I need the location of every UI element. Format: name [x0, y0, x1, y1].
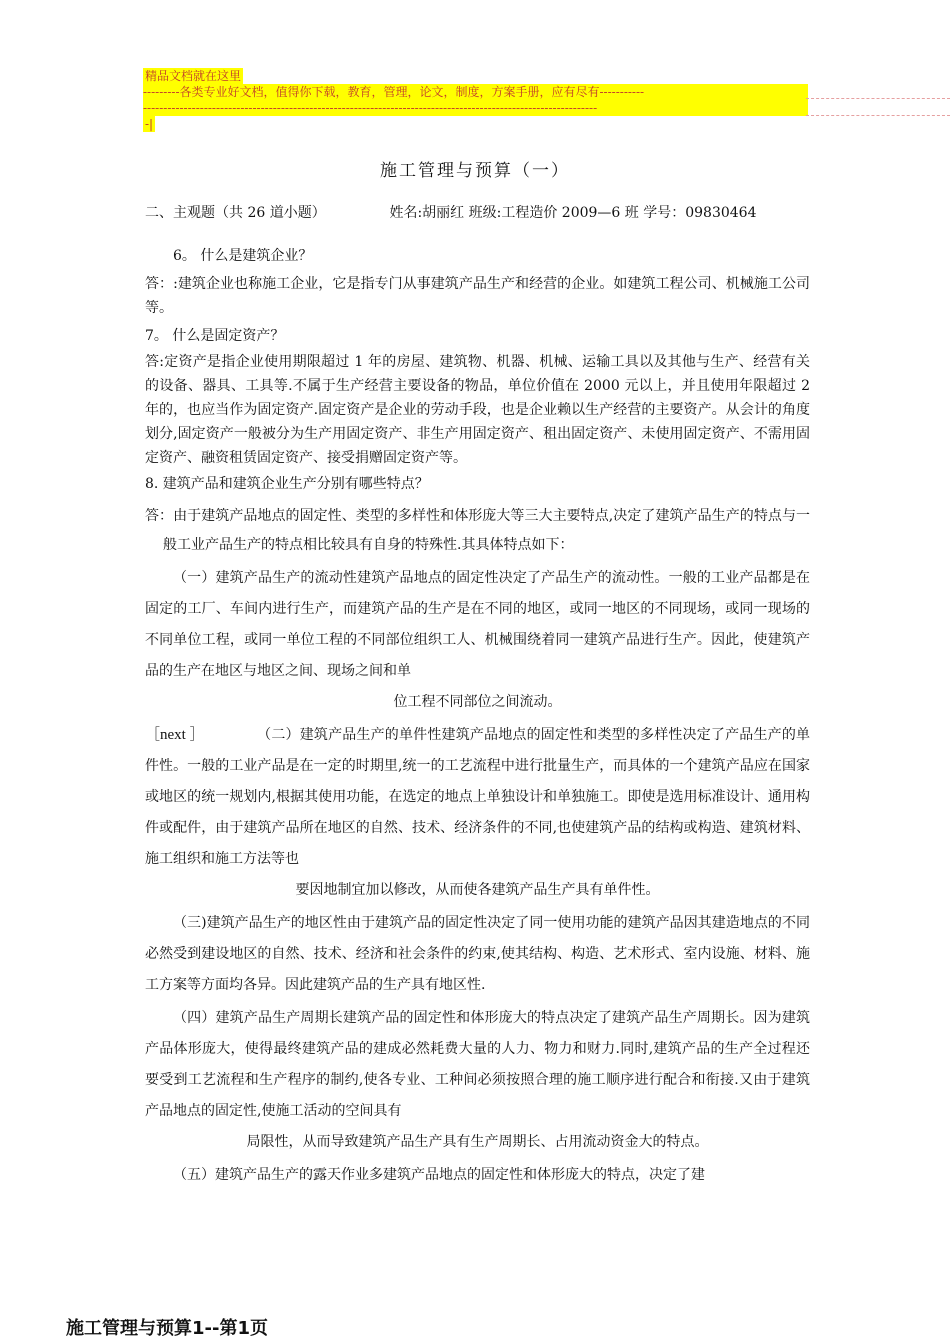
- paragraph-2-end: 要因地制宜加以修改，从而使各建筑产品生产具有单件性。: [295, 882, 660, 898]
- paragraph-5: （五）建筑产品生产的露天作业多建筑产品地点的固定性和体形庞大的特点，决定了建: [173, 1167, 705, 1183]
- paragraph-2-text: （二）建筑产品生产的单件性建筑产品地点的固定性和类型的多样性决定了产品生产的单件性。一般的工业产品是在一定的时期里,统一的工艺流程中进行批量生产，而具体的一个建筑产品应在国家或地区的统一规划内,根据其使用功能，在选定的地点上单独设计和单独施工。即使是选用标准设计、通用构件或配件，由于建筑产品所在地区的自然、技术、经济条件的不同,也使建筑产品的结构或构造、建筑材料、施工组织和施工方法等也: [145, 727, 810, 867]
- paragraph-3: （三)建筑产品生产的地区性由于建筑产品的固定性决定了同一使用功能的建筑产品因其建造地点的不同必然受到建设地区的自然、技术、经济和社会条件的约束,使其结构、构造、艺术形式、室内设施、材料、施工方案等方面均各异。因此建筑产品的生产具有地区性.: [145, 915, 810, 993]
- paragraph-4-end: 局限性，从而导致建筑产品生产具有生产周期长、占用流动资金大的特点。: [246, 1134, 709, 1150]
- paragraph-2: [145, 720, 810, 875]
- answer-8-intro: 答：由于建筑产品地点的固定性、类型的多样性和体形庞大等三大主要特点,决定了建筑产品生产的特点与一般工业产品生产的特点相比较具有自身的特殊性.其具体特点如下：: [145, 508, 810, 553]
- page-footer: 施工管理与预算1--第1页: [66, 1318, 268, 1339]
- banner-line-4: -|: [145, 117, 154, 131]
- question-7: 7。 什么是固定资产？: [145, 328, 285, 344]
- banner-line-1: 精品文档就在这里: [145, 69, 242, 83]
- banner-line-3: ----------------------------------------------------------------------------------------------------------------: [143, 100, 808, 116]
- document-title: 施工管理与预算（一）: [380, 161, 570, 181]
- question-6: 6。 什么是建筑企业？: [173, 248, 313, 264]
- answer-6: 答：:建筑企业也称施工企业，它是指专门从事建筑产品生产和经营的企业。如建筑工程公司、机械施工公司等。: [145, 276, 810, 316]
- dashed-divider: [806, 98, 950, 99]
- dashed-divider: [806, 115, 950, 116]
- promo-banner: [143, 68, 808, 132]
- paragraph-1-end: 位工程不同部位之间流动。: [393, 694, 562, 710]
- section-label: 二、主观题（共 26 道小题）: [145, 205, 326, 221]
- answer-7: 答:定资产是指企业使用期限超过 1 年的房屋、建筑物、机器、机械、运输工具以及其他与生产、经营有关的设备、器具、工具等.不属于生产经营主要设备的物品，单位价值在 2000 元以上，并且使用年限超过 2 年的，也应当作为固定资产.固定资产是企业的劳动手段，也是企业赖以生产经营的主要资产。从会计的角度划分,固定资产一般被分为生产用固定资产、非生产用固定资产、租出固定资产、未使用固定资产、不需用固定资产、融资租赁固定资产、接受捐赠固定资产等。: [145, 354, 810, 466]
- student-info: 姓名:胡丽红 班级:工程造价 2009—6 班 学号：09830464: [389, 205, 757, 221]
- next-marker: ［next ］: [145, 727, 205, 743]
- document-subheading: [145, 202, 815, 222]
- question-8: 8. 建筑产品和建筑企业生产分别有哪些特点？: [145, 476, 429, 492]
- document-body: [145, 244, 810, 1191]
- paragraph-1: （一）建筑产品生产的流动性建筑产品地点的固定性决定了产品生产的流动性。一般的工业产品都是在固定的工厂、车间内进行生产，而建筑产品的生产是在不同的地区，或同一地区的不同现场，或同一现场的不同单位工程，或同一单位工程的不同部位组织工人、机械围绕着同一建筑产品进行生产。因此，使建筑产品的生产在地区与地区之间、现场之间和单: [145, 570, 810, 679]
- paragraph-4: （四）建筑产品生产周期长建筑产品的固定性和体形庞大的特点决定了建筑产品生产周期长。因为建筑产品体形庞大，使得最终建筑产品的建成必然耗费大量的人力、物力和财力.同时,建筑产品的生产全过程还要受到工艺流程和生产程序的制约,使各专业、工种间必须按照合理的施工顺序进行配合和衔接.又由于建筑产品地点的固定性,使施工活动的空间具有: [145, 1010, 810, 1119]
- banner-line-2: ---------各类专业好文档，值得你下载，教育，管理，论文，制度，方案手册，应有尽有-----------: [143, 84, 808, 100]
